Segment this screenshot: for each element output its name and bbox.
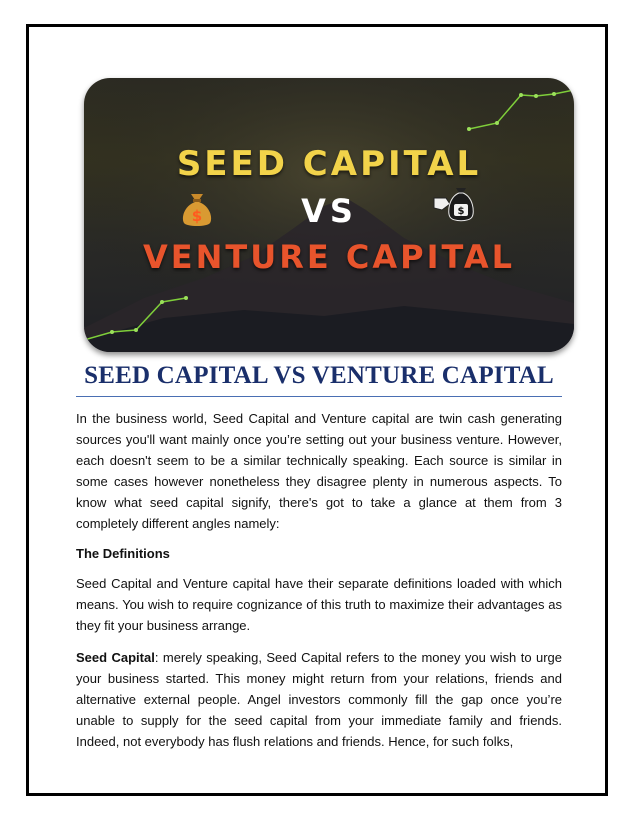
- banner-title-venture-capital: VENTURE CAPITAL: [143, 238, 515, 276]
- seed-capital-paragraph: [76, 647, 562, 752]
- heading-underline: [76, 396, 562, 397]
- banner-vs-text: VS: [301, 192, 357, 230]
- hand-money-bag-icon: [432, 184, 476, 226]
- banner-title-seed-capital: SEED CAPITAL: [176, 144, 482, 184]
- seed-capital-term: Seed Capital: [76, 650, 155, 665]
- svg-text:$: $: [191, 207, 203, 225]
- definitions-paragraph: Seed Capital and Venture capital have their separate definitions loaded with which means. You wish to require cognizance of this truth to maximize their advantages as they fit your business arrange.: [76, 576, 562, 633]
- definitions-heading: The Definitions: [76, 546, 170, 561]
- money-bag-icon: [180, 188, 214, 228]
- title-banner-image: [84, 78, 574, 352]
- intro-paragraph: In the business world, Seed Capital and Venture capital are twin cash generating sources you'll want mainly once you’re setting out your business venture. However, each doesn't seem to be a similar technically speaking. Each source is similar in some cases however nonetheless they disagree plenty in numerous aspects. To know what seed capital signify, there's got to take a glance at them from 3 completely different angles namely:: [76, 411, 562, 531]
- document-heading: SEED CAPITAL VS VENTURE CAPITAL: [84, 362, 554, 389]
- svg-text:$: $: [457, 206, 465, 217]
- seed-capital-text: : merely speaking, Seed Capital refers to the money you wish to urge your business started. This money might return from your relations, friends and alternative external people. Angel investors commonly fill the gap once you’re unable to supply for the seed capital from your immediate family and friends. Indeed, not everybody has flush relations and friends. Hence, for such folks,: [76, 650, 562, 749]
